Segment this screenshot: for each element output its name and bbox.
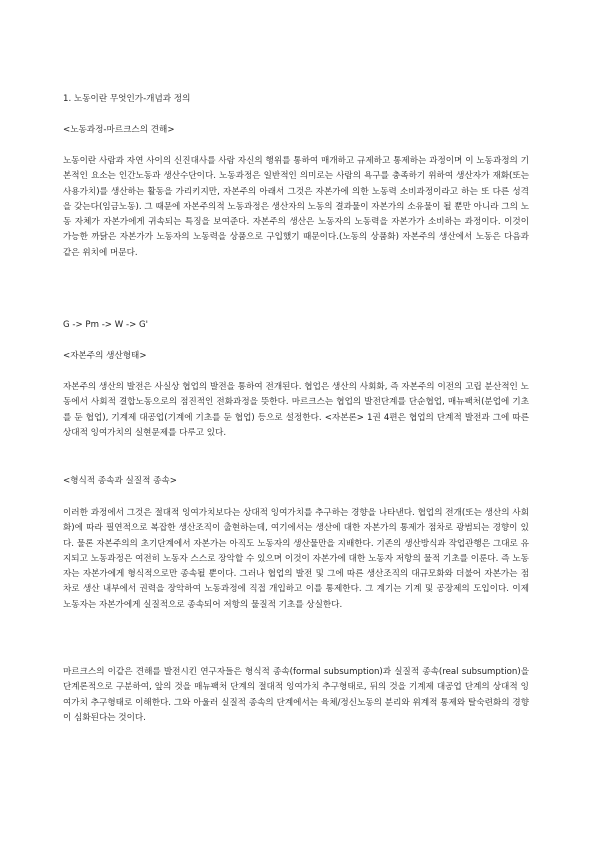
paragraph-capitalist-form: 자본주의 생산의 발전은 사실상 협업의 발전을 통하여 전개된다. 협업은 생산의 사회화, 즉 자본주의 이전의 고립 분산적인 노동에서 사회적 결합노동으로의 점진적인 전화과정을 뜻한다. 마르크스는 협업의 발전단계를 단순협업, 매뉴팩처(분업에 기초를 둔 협업), 기계제 대공업(기계에 기초를 둔 협업) 등으로 설정한다. <자본론> 1권 4편은 협업의 단계적 발전과 그에 따른 상대적 잉여가치의 실현문제를 다루고 있다. [63, 382, 529, 438]
section-heading-capitalist-form: <자본주의 생산형태> [63, 351, 147, 361]
formula-line: G -> Pm -> W -> G' [63, 320, 149, 330]
section-heading-subsumption: <형식적 종속과 실질적 종속> [63, 476, 177, 486]
paragraph-subsumption-1: 이러한 과정에서 그것은 절대적 잉여가치보다는 상대적 잉여가치를 추구하는 경향을 나타낸다. 협업의 전개(또는 생산의 사회화)에 따라 필연적으로 복잡한 생산조직이 출현하는데, 여기에서는 생산에 대한 자본가의 통제가 점차로 광범되는 경향이 있다. 물론 자본주의의 초기단계에서 자본가는 아직도 노동자의 생산물만을 지배한다. 기존의 생산방식과 작업관행은 그대로 유지되고 노동과정은 여전히 노동자 스스로 장악할 수 있으며 이것이 자본가에 대한 노동자 저항의 물적 기초를 이룬다. 즉 노동자는 자본가에게 형식적으로만 종속될 뿐이다. 그러나 협업의 발전 및 그에 따른 생산조직의 대규모화와 더불어 자본가는 점차로 생산 내부에서 권력을 장악하여 노동과정에 직접 개입하고 이를 통제한다. 그 계기는 기계 및 공장제의 도입이다. 이제 노동자는 자본가에게 실질적으로 종속되어 저항의 물질적 기초를 상실한다. [63, 508, 529, 610]
section-heading-labor-process: <노동과정-마르크스의 견해> [63, 125, 175, 135]
document-title: 1. 노동이란 무엇인가-개념과 정의 [63, 94, 191, 104]
paragraph-subsumption-2: 마르크스의 이같은 견해를 발전시킨 연구자들은 형식적 종속(formal subsumption)과 실질적 종속(real subsumption)을 단계론적으로 구분하여, 앞의 것을 매뉴팩처 단계의 절대적 잉여가치 추구형태로, 뒤의 것을 기계제 대공업 단계의 상대적 잉여가치 추구형태로 이해한다. 그와 아울러 실질적 종속의 단계에서는 육체/정신노동의 분리와 위계적 통제와 탈숙련화의 경향이 심화된다는 것이다. [63, 667, 529, 723]
paragraph-labor-process: 노동이란 사람과 자연 사이의 신진대사를 사람 자신의 행위를 통하여 매개하고 규제하고 통제하는 과정이며 이 노동과정의 기본적인 요소는 인간노동과 생산수단이다. 노동과정은 일반적인 의미로는 사람의 욕구를 충족하기 위하여 생산자가 재화(또는 사용가치)를 생산하는 활동을 가리키지만, 자본주의 아래서 그것은 자본가에 의한 노동력 소비과정이라고 하는 또 다른 성격을 갖는다(임금노동). 그 때문에 자본주의적 노동과정은 생산자의 노동의 결과물이 자본가의 소유물이 될 뿐만 아니라 그의 노동 자체가 자본가에게 귀속되는 특징을 보여준다. 자본주의 생산은 노동자의 노동력을 자본가가 소비하는 과정이다. 이것이 가능한 까닭은 자본가가 노동자의 노동력을 상품으로 구입했기 때문이다.(노동의 상품화) 자본주의 생산에서 노동은 다음과 같은 위치에 머문다. [63, 156, 529, 258]
